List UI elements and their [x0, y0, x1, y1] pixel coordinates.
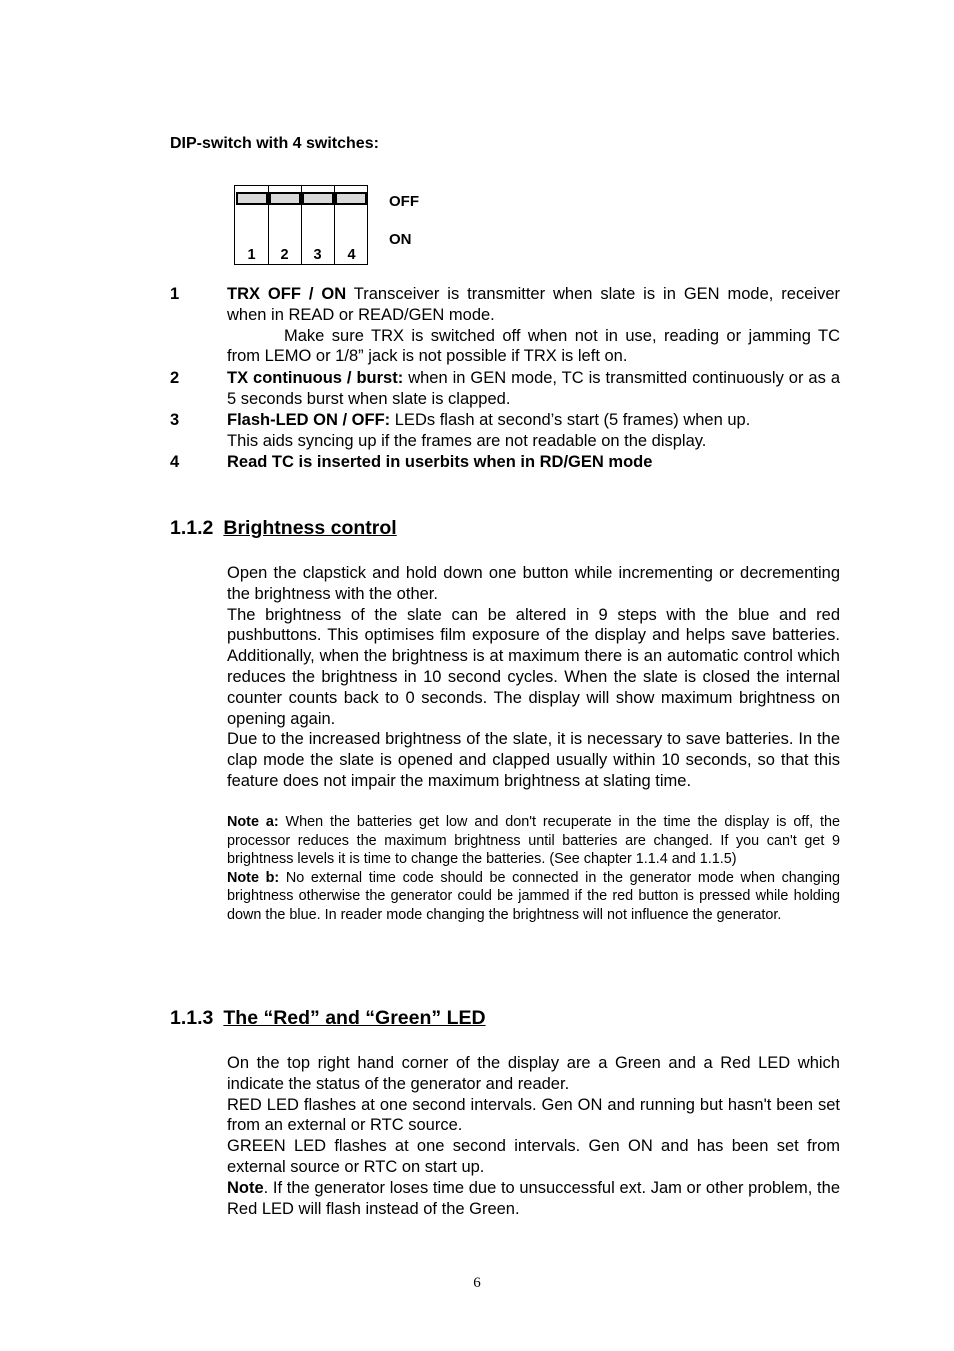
- on-label: ON: [389, 231, 412, 248]
- dip-switch-1: [236, 192, 268, 205]
- led-body: [227, 1053, 840, 1219]
- dip-number: 4: [347, 247, 356, 263]
- note-text: When the batteries get low and don't recuperate in the time the display is off, the processor reduces the maximum brightness until batteries are changed. If you can't get 9 brightness levels it is time to change the batteries. (See chapter 1.1.4 and 1.1.5): [227, 814, 840, 867]
- item-text: LEDs flash at second’s start (5 frames) when up.: [390, 411, 751, 429]
- item-number: 1: [170, 285, 180, 303]
- item-extra: This aids syncing up if the frames are not readable on the display.: [227, 431, 707, 450]
- section-heading-led: [170, 1007, 486, 1030]
- dip-number: 2: [280, 247, 289, 263]
- item-text: when in GEN mode, TC is transmitted continuously or as a 5 seconds burst when slate is clapped.: [227, 369, 840, 408]
- led-note: [227, 1178, 840, 1220]
- paragraph: Open the clapstick and hold down one button while incrementing or decrementing the brightness with the other.: [227, 564, 840, 603]
- note-label: Note a:: [227, 814, 279, 830]
- dip-switch-diagram: [234, 185, 368, 265]
- dip-switch-4: [335, 192, 367, 205]
- brightness-notes: [227, 813, 840, 924]
- item-text: Transceiver is transmitter when slate is in GEN mode, receiver when in READ or READ/GEN mode.: [227, 285, 840, 324]
- item-description: [227, 284, 840, 367]
- item-title: TRX OFF / ON: [227, 285, 347, 303]
- note-label: Note b:: [227, 869, 280, 886]
- item-title: Read TC is inserted in userbits when in RD/GEN mode: [227, 453, 653, 471]
- section-heading-brightness: [170, 517, 397, 540]
- off-label: OFF: [389, 193, 419, 210]
- item-extra: Make sure TRX is switched off when not in use, reading or jamming TC from LEMO or 1/8” jack is not possible if TRX is left on.: [227, 326, 840, 366]
- page-number: 6: [473, 1275, 481, 1291]
- item-title: Flash-LED ON / OFF:: [227, 411, 391, 429]
- item-number: 4: [170, 453, 180, 471]
- note-text: No external time code should be connected in the generator mode when changing brightness otherwise the generator could be jammed if the red button is pressed while holding down the blue. In reader mode changing the brightness will not influence the generator.: [227, 869, 841, 923]
- paragraph: On the top right hand corner of the display are a Green and a Red LED which indicate the status of the generator and reader.: [227, 1054, 840, 1093]
- section-title: Brightness control: [223, 517, 397, 539]
- note-b: [227, 869, 840, 925]
- brightness-body: [227, 563, 840, 792]
- dip-number: 1: [247, 247, 256, 263]
- section-title: The “Red” and “Green” LED: [223, 1007, 486, 1029]
- paragraph: RED LED flashes at one second intervals. Gen ON and running but hasn't been set from an external or RTC source.: [227, 1095, 840, 1135]
- item-description: [227, 410, 840, 452]
- item-number: 3: [170, 411, 180, 429]
- item-number: 2: [170, 369, 180, 387]
- dip-switch-3: [302, 192, 334, 205]
- note-a: [227, 813, 840, 869]
- dip-switch-heading: DIP-switch with 4 switches:: [170, 135, 379, 152]
- paragraph: Due to the increased brightness of the slate, it is necessary to save batteries. In the clap mode the slate is opened and clapped usually within 10 seconds, so that this feature does not impair the maximum brightness at slating time.: [227, 730, 840, 790]
- item-description: [227, 368, 840, 410]
- dip-number: 3: [313, 247, 322, 263]
- dip-switch-2: [269, 192, 301, 205]
- paragraph: GREEN LED flashes at one second intervals. Gen ON and has been set from external source or RTC on start up.: [227, 1137, 840, 1176]
- note-text: . If the generator loses time due to unsuccessful ext. Jam or other problem, the Red LED will flash instead of the Green.: [227, 1178, 840, 1218]
- section-number: 1.1.3: [170, 1007, 214, 1029]
- paragraph: The brightness of the slate can be altered in 9 steps with the blue and red pushbuttons. This optimises film exposure of the display and helps save batteries. Additionally, when the brightness is at maximum there is an automatic control which reduces the brightness in 10 second cycles. When the slate is closed the internal counter counts back to 0 seconds. The display will show maximum brightness on opening again.: [227, 605, 840, 728]
- section-number: 1.1.2: [170, 517, 214, 539]
- item-description: [227, 452, 840, 473]
- item-title: TX continuous / burst:: [227, 369, 404, 387]
- note-label: Note: [227, 1178, 264, 1197]
